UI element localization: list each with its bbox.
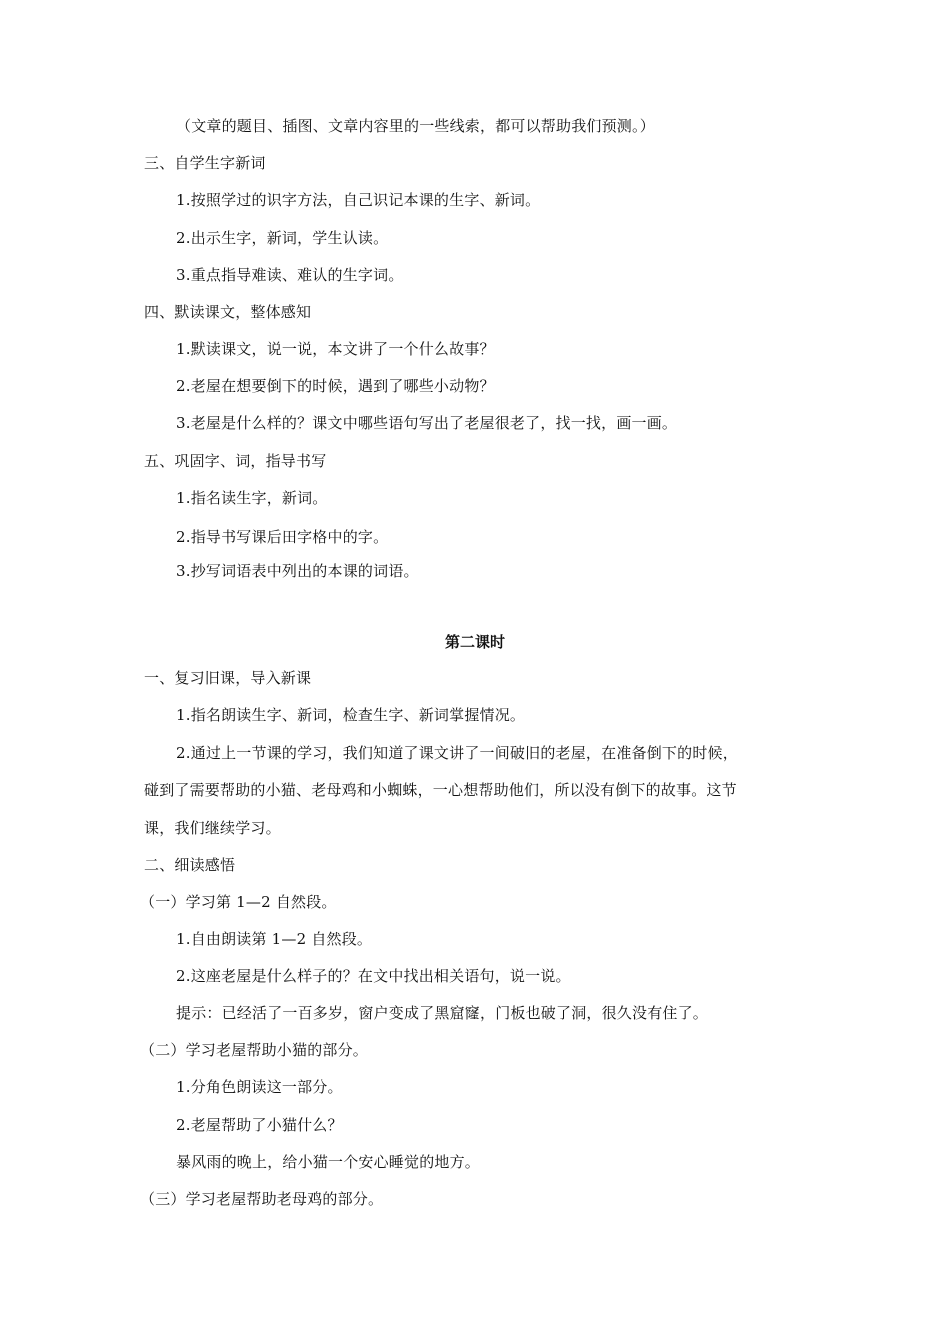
list-item: 1.按照学过的识字方法，自己识记本课的生字、新词。 — [176, 191, 541, 209]
list-item: 2.这座老屋是什么样子的？在文中找出相关语句，说一说。 — [176, 967, 571, 985]
subsection-heading: （一）学习第 1—2 自然段。 — [140, 893, 337, 911]
list-item: 3.抄写词语表中列出的本课的词语。 — [176, 562, 419, 580]
section-heading-2: 二、细读感悟 — [144, 856, 236, 874]
list-item: 1.自由朗读第 1—2 自然段。 — [176, 930, 373, 948]
lesson-title: 第二课时 — [444, 633, 505, 651]
list-item: 1.指名朗读生字、新词，检查生字、新词掌握情况。 — [176, 706, 526, 724]
subsection-heading: （三）学习老屋帮助老母鸡的部分。 — [140, 1190, 384, 1208]
paragraph-line: 2.通过上一节课的学习，我们知道了课文讲了一间破旧的老屋，在准备倒下的时候， — [176, 744, 738, 762]
subsection-heading: （二）学习老屋帮助小猫的部分。 — [140, 1041, 369, 1059]
list-item: 2.指导书写课后田字格中的字。 — [176, 528, 389, 546]
section-heading-1: 一、复习旧课，导入新课 — [144, 669, 312, 687]
section-heading-4: 四、默读课文，整体感知 — [144, 303, 312, 321]
list-item: 2.老屋帮助了小猫什么？ — [176, 1116, 343, 1134]
list-item: 3.重点指导难读、难认的生字词。 — [176, 266, 404, 284]
paragraph-line: 碰到了需要帮助的小猫、老母鸡和小蜘蛛，一心想帮助他们，所以没有倒下的故事。这节 — [144, 781, 737, 799]
list-item: 2.出示生字，新词，学生认读。 — [176, 229, 389, 247]
list-item: 2.老屋在想要倒下的时候，遇到了哪些小动物？ — [176, 377, 495, 395]
paragraph-line: 课，我们继续学习。 — [144, 819, 281, 837]
preview-hint-note: （文章的题目、插图、文章内容里的一些线索，都可以帮助我们预测。） — [176, 117, 655, 135]
list-item: 1.分角色朗读这一部分。 — [176, 1078, 343, 1096]
answer-text: 暴风雨的晚上，给小猫一个安心睡觉的地方。 — [176, 1153, 481, 1171]
hint-text: 提示：已经活了一百多岁，窗户变成了黑窟窿，门板也破了洞，很久没有住了。 — [176, 1004, 709, 1022]
list-item: 1.默读课文，说一说，本文讲了一个什么故事？ — [176, 340, 495, 358]
section-heading-3: 三、自学生字新词 — [144, 154, 266, 172]
section-heading-5: 五、巩固字、词，指导书写 — [144, 452, 327, 470]
list-item: 1.指名读生字，新词。 — [176, 489, 328, 507]
list-item: 3.老屋是什么样的？课文中哪些语句写出了老屋很老了，找一找，画一画。 — [176, 414, 678, 432]
